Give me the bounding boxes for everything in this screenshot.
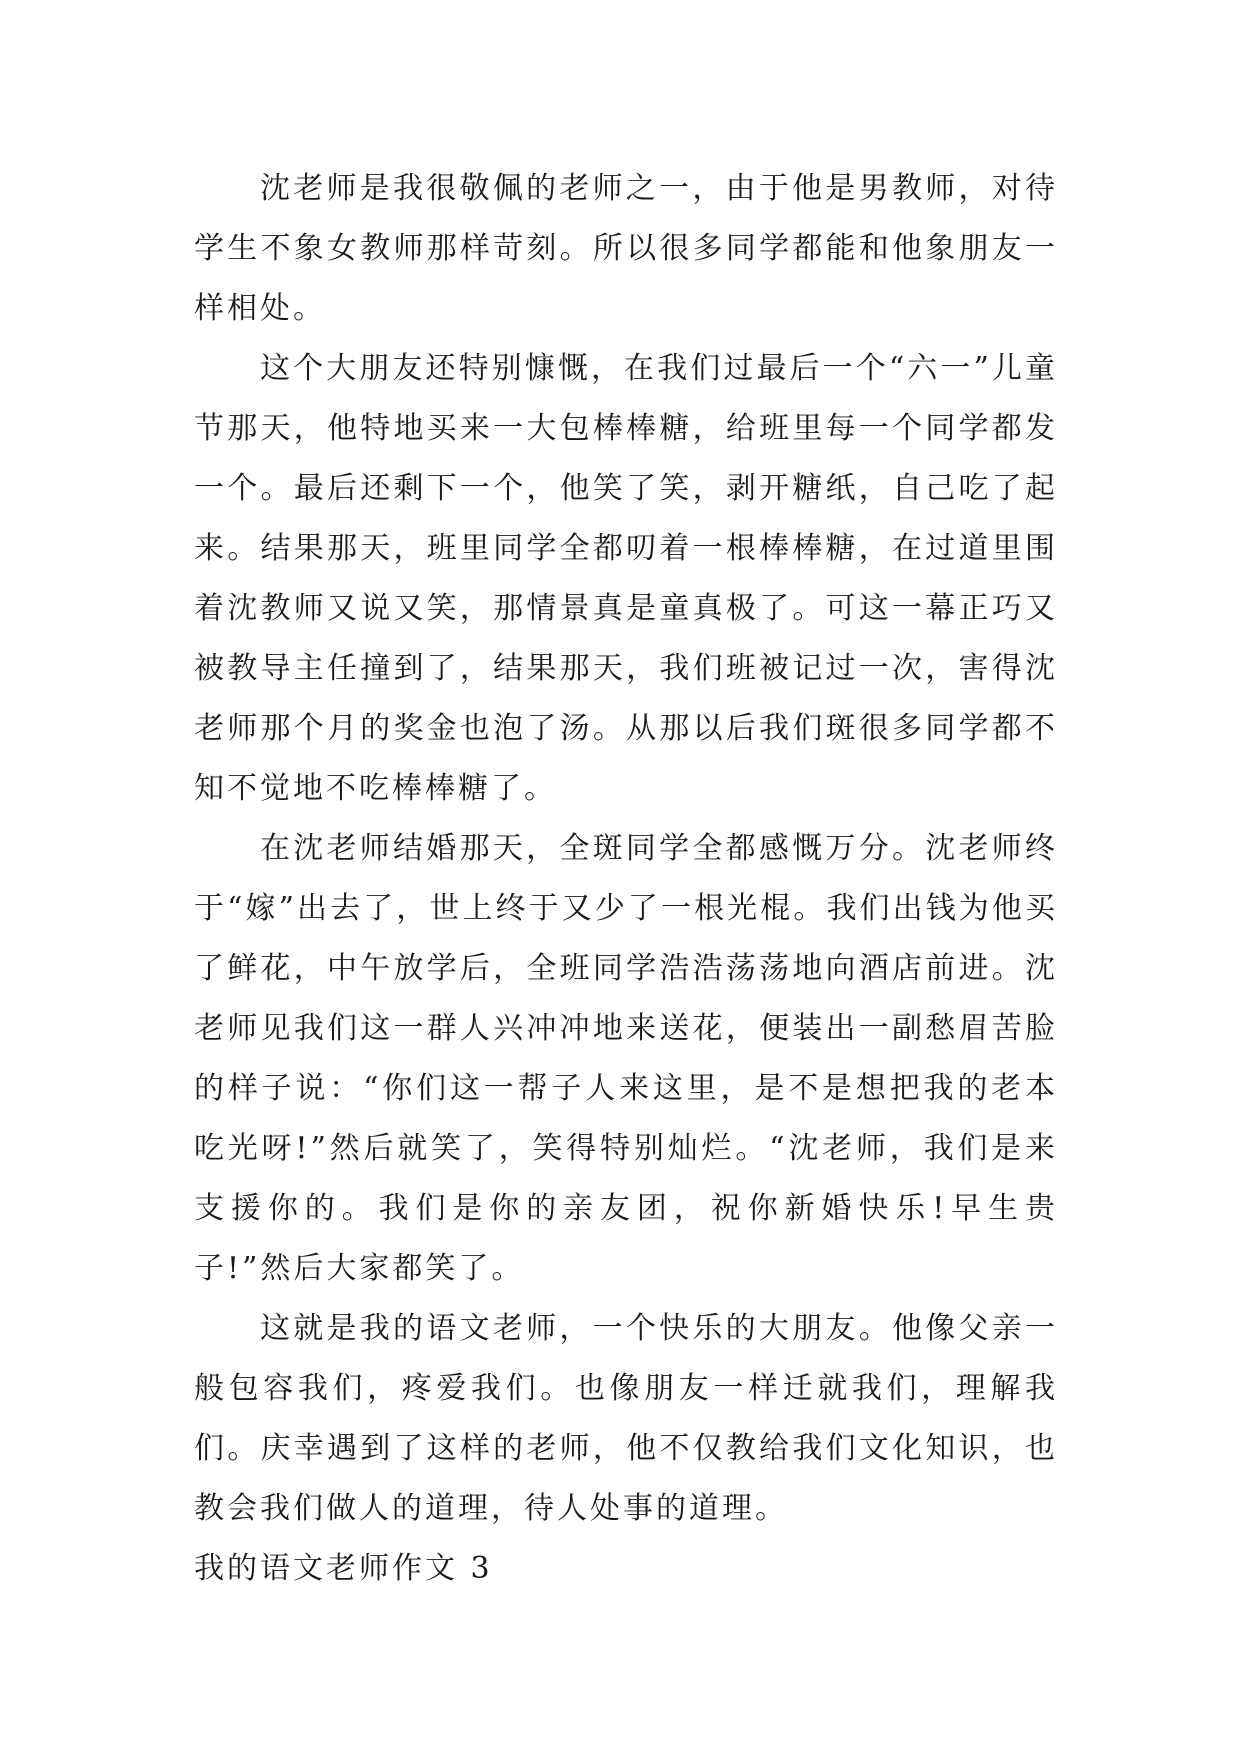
paragraph-1: 沈老师是我很敬佩的老师之一，由于他是男教师，对待学生不象女教师那样苛刻。所以很多同学都能和他象朋友一样相处。 bbox=[194, 171, 1058, 326]
paragraph-2: 这个大朋友还特别慷慨，在我们过最后一个“六一”儿童节那天，他特地买来一大包棒棒糖，给班里每一个同学都发一个。最后还剩下一个，他笑了笑，剥开糖纸，自己吃了起来。结果那天，班里同学全都叨着一根棒棒糖，在过道里围着沈教师又说又笑，那情景真是童真极了。可这一幕正巧又被教导主任撞到了，结果那天，我们班被记过一次，害得沈老师那个月的奖金也泡了汤。从那以后我们斑很多同学都不知不觉地不吃棒棒糖了。 bbox=[194, 351, 1058, 806]
paragraph-4: 这就是我的语文老师，一个快乐的大朋友。他像父亲一般包容我们，疼爱我们。也像朋友一样迁就我们，理解我们。庆幸遇到了这样的老师，他不仅教给我们文化知识，也教会我们做人的道理，待人处事的道理。 bbox=[194, 1311, 1058, 1526]
paragraph-3: 在沈老师结婚那天，全斑同学全都感慨万分。沈老师终于“嫁”出去了，世上终于又少了一根光棍。我们出钱为他买了鲜花，中午放学后，全班同学浩浩荡荡地向酒店前进。沈老师见我们这一群人兴冲冲地来送花，便装出一副愁眉苦脸的样子说：“你们这一帮子人来这里，是不是想把我的老本吃光呀!”然后就笑了，笑得特别灿烂。“沈老师，我们是来支援你的。我们是你的亲友团，祝你新婚快乐!早生贵子!”然后大家都笑了。 bbox=[194, 831, 1058, 1286]
document-body bbox=[194, 159, 1058, 1599]
section-heading: 我的语文老师作文 3 bbox=[194, 1551, 493, 1586]
